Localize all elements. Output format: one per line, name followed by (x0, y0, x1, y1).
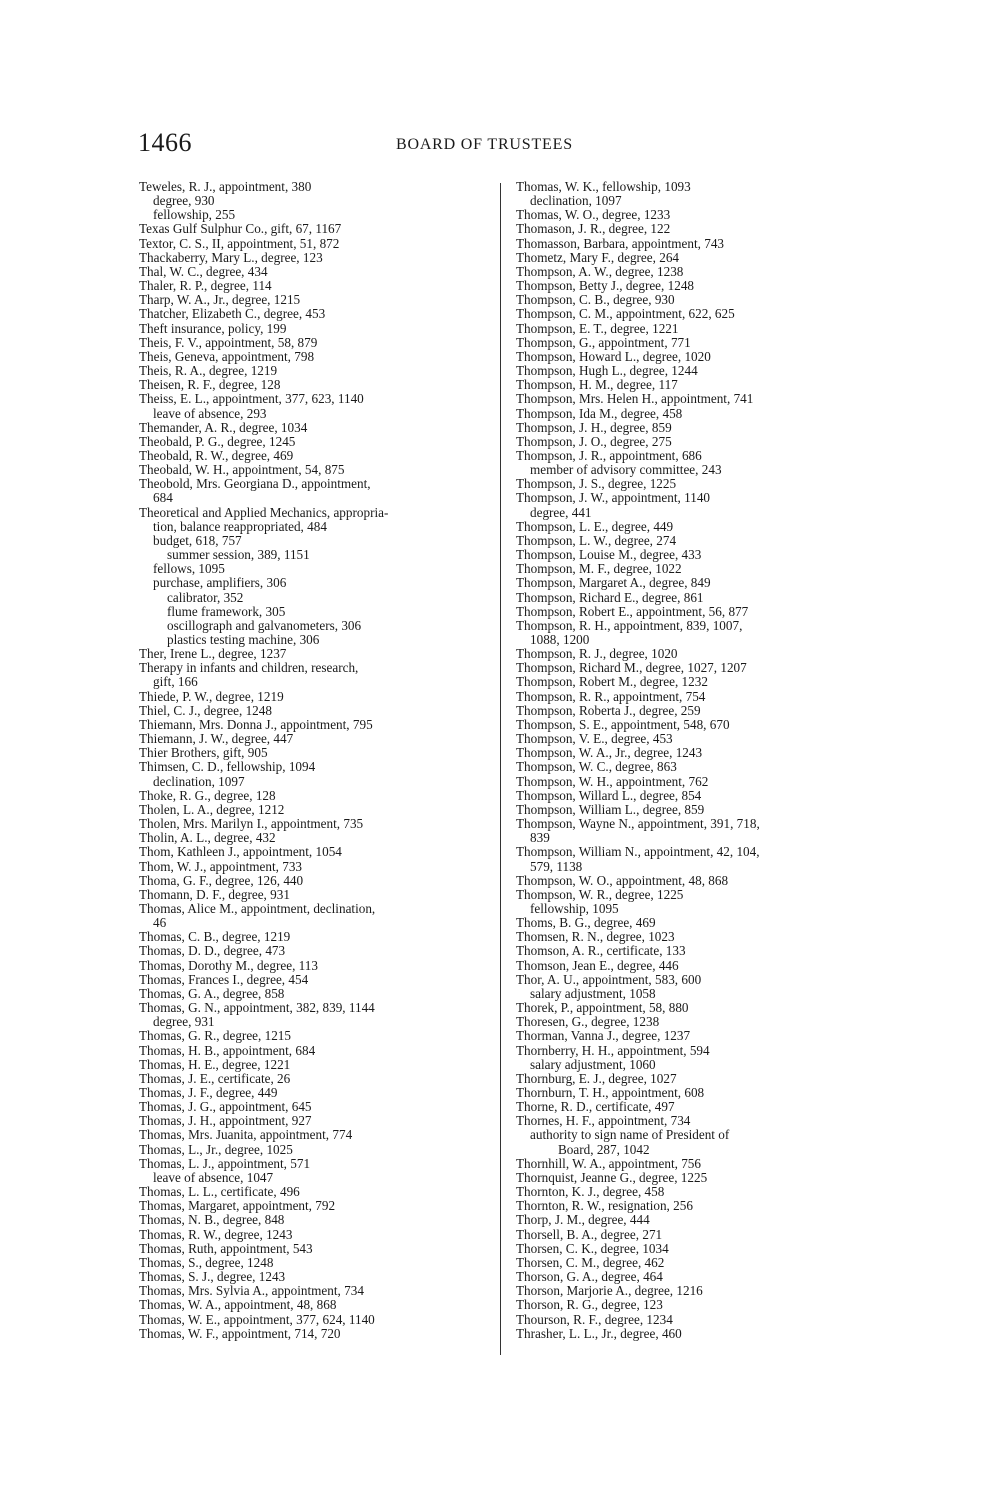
index-entry: Thomas, W. A., appointment, 48, 868 (139, 1297, 337, 1313)
index-entry: Board, 287, 1042 (558, 1141, 650, 1157)
index-entry: Thompson, Richard E., degree, 861 (516, 589, 704, 605)
index-entry: Thomas, Margaret, appointment, 792 (139, 1198, 336, 1214)
index-entry: Thomason, J. R., degree, 122 (516, 221, 671, 237)
index-entry: tion, balance reappropriated, 484 (153, 518, 327, 534)
index-entry: 684 (153, 490, 173, 506)
index-entry: Thom, Kathleen J., appointment, 1054 (139, 844, 342, 860)
index-entry: Thomas, J. H., appointment, 927 (139, 1113, 312, 1129)
index-entry: Thompson, H. M., degree, 117 (516, 377, 678, 393)
index-entry: Thomas, L. J., appointment, 571 (139, 1155, 311, 1171)
index-entry: Thompson, W. R., degree, 1225 (516, 886, 684, 902)
index-entry: Theis, F. V., appointment, 58, 879 (139, 334, 318, 350)
index-entry: fellows, 1095 (153, 561, 225, 577)
index-entry: Theobald, W. H., appointment, 54, 875 (139, 462, 345, 478)
index-entry: Thompson, J. H., degree, 859 (516, 419, 672, 435)
index-entry: Thomas, R. W., degree, 1243 (139, 1226, 293, 1242)
index-entry: Thomas, G. N., appointment, 382, 839, 1144 (139, 1000, 375, 1016)
index-entry: authority to sign name of President of (530, 1127, 730, 1143)
index-entry: Thomas, Dorothy M., degree, 113 (139, 957, 318, 973)
index-entry: Texas Gulf Sulphur Co., gift, 67, 1167 (139, 221, 342, 237)
index-entry: Thompson, V. E., degree, 453 (516, 731, 673, 747)
index-entry: plastics testing machine, 306 (167, 632, 320, 647)
index-entry: Theis, R. A., degree, 1219 (139, 363, 278, 379)
index-entry: Theobold, Mrs. Georgiana D., appointment, (139, 476, 371, 492)
index-entry: Thompson, Richard M., degree, 1027, 1207 (516, 660, 747, 676)
index-entry: Thompson, Robert M., degree, 1232 (516, 674, 708, 690)
index-entry: Therapy in infants and children, research, (139, 660, 359, 676)
index-entry: Thompson, Howard L., degree, 1020 (516, 348, 711, 364)
index-entry: oscillograph and galvanometers, 306 (167, 617, 362, 633)
index-entry: Theoretical and Applied Mechanics, appropria- (139, 504, 389, 520)
index-entry: declination, 1097 (530, 193, 622, 209)
index-entry: Thorsen, C. M., degree, 462 (516, 1254, 665, 1270)
index-entry: Thompson, J. R., appointment, 686 (516, 447, 702, 463)
index-entry: Thomas, W. F., appointment, 714, 720 (139, 1325, 341, 1341)
index-entry: Tholin, A. L., degree, 432 (139, 830, 276, 846)
index-entry: Thimsen, C. D., fellowship, 1094 (139, 759, 316, 775)
index-entry: Thompson, Margaret A., degree, 849 (516, 575, 711, 591)
index-entry: Thompson, J. S., degree, 1225 (516, 476, 677, 492)
index-entry: Themander, A. R., degree, 1034 (139, 419, 308, 435)
index-entry: Thompson, J. O., degree, 275 (516, 433, 672, 449)
index-entry: Tholen, Mrs. Marilyn I., appointment, 735 (139, 816, 364, 832)
index-entry: Thompson, R. R., appointment, 754 (516, 688, 706, 704)
index-entry: Thomasson, Barbara, appointment, 743 (516, 235, 725, 251)
index-entry: Thoresen, G., degree, 1238 (516, 1014, 660, 1030)
index-entry: Thier Brothers, gift, 905 (139, 745, 268, 761)
index-column-left (139, 180, 495, 1341)
index-entry: Thaler, R. P., degree, 114 (139, 278, 272, 294)
index-entry: Thompson, R. J., degree, 1020 (516, 646, 678, 662)
index-entry: Thorsell, B. A., degree, 271 (516, 1226, 663, 1242)
index-entry: Thoms, B. G., degree, 469 (516, 915, 656, 931)
index-entry: Thomas, L., Jr., degree, 1025 (139, 1141, 293, 1157)
index-entry: salary adjustment, 1058 (530, 985, 656, 1001)
index-entry: Thomas, J. E., certificate, 26 (139, 1070, 291, 1086)
index-entry: Thomas, C. B., degree, 1219 (139, 929, 291, 945)
index-entry: Thomas, H. B., appointment, 684 (139, 1042, 316, 1058)
index-entry: Theisen, R. F., degree, 128 (139, 377, 281, 393)
index-entry: Thorson, G. A., degree, 464 (516, 1269, 663, 1285)
index-entry: Thompson, S. E., appointment, 548, 670 (516, 716, 730, 732)
index-entry: Theobald, P. G., degree, 1245 (139, 433, 296, 449)
index-entry: Thomas, D. D., degree, 473 (139, 943, 286, 959)
index-entry: Thompson, Louise M., degree, 433 (516, 547, 702, 563)
index-entry: 579, 1138 (530, 858, 583, 874)
index-entry: Thal, W. C., degree, 434 (139, 263, 268, 279)
index-entry: Thompson, W. O., appointment, 48, 868 (516, 872, 729, 888)
index-entry: Thomas, G. A., degree, 858 (139, 985, 285, 1001)
index-entry: degree, 441 (530, 504, 592, 520)
index-entry: Thompson, G., appointment, 771 (516, 334, 691, 350)
index-entry: Thorson, R. G., degree, 123 (516, 1297, 663, 1313)
index-entry: Thomas, W. K., fellowship, 1093 (516, 179, 691, 194)
index-entry: Thomas, S., degree, 1248 (139, 1254, 274, 1270)
index-entry: Thiel, C. J., degree, 1248 (139, 702, 272, 718)
index-entry: leave of absence, 293 (153, 405, 267, 421)
index-entry: 1088, 1200 (530, 632, 590, 647)
index-entry: Thompson, C. M., appointment, 622, 625 (516, 306, 735, 322)
index-entry: Thatcher, Elizabeth C., degree, 453 (139, 306, 326, 322)
index-entry: Theiss, E. L., appointment, 377, 623, 1140 (139, 391, 364, 407)
page-number: 1466 (138, 128, 192, 157)
index-entry: Ther, Irene L., degree, 1237 (139, 646, 287, 662)
index-entry: Thompson, Willard L., degree, 854 (516, 787, 702, 803)
index-entry: Thompson, W. C., degree, 863 (516, 759, 677, 775)
index-entry: Thorsen, C. K., degree, 1034 (516, 1240, 669, 1256)
index-entry: Thomas, W. O., degree, 1233 (516, 207, 671, 223)
index-entry: Thompson, E. T., degree, 1221 (516, 320, 679, 336)
index-entry: Thomas, Ruth, appointment, 543 (139, 1240, 313, 1256)
index-entry: member of advisory committee, 243 (530, 462, 722, 478)
index-entry: Thometz, Mary F., degree, 264 (516, 249, 680, 265)
index-entry: Thorek, P., appointment, 58, 880 (516, 1000, 689, 1016)
index-entry: declination, 1097 (153, 773, 245, 789)
index-entry: Thornberry, H. H., appointment, 594 (516, 1042, 710, 1058)
index-entry: leave of absence, 1047 (153, 1169, 274, 1185)
index-entry: Thomson, A. R., certificate, 133 (516, 943, 686, 959)
index-entry: Thomas, Mrs. Sylvia A., appointment, 734 (139, 1283, 364, 1299)
index-entry: Thompson, J. W., appointment, 1140 (516, 490, 711, 506)
index-entry: Tholen, L. A., degree, 1212 (139, 801, 285, 817)
index-entry: Thomas, N. B., degree, 848 (139, 1212, 285, 1228)
index-entry: Thorne, R. D., certificate, 497 (516, 1099, 675, 1115)
index-entry: summer session, 389, 1151 (167, 547, 310, 563)
index-entry: budget, 618, 757 (153, 532, 242, 548)
index-entry: Thomsen, R. N., degree, 1023 (516, 929, 675, 945)
index-entry: Thomas, J. G., appointment, 645 (139, 1099, 312, 1115)
index-entry: Thompson, W. A., Jr., degree, 1243 (516, 745, 703, 761)
index-entry: salary adjustment, 1060 (530, 1056, 656, 1072)
index-entry: Thompson, L. E., degree, 449 (516, 518, 674, 534)
index-entry: Thornton, K. J., degree, 458 (516, 1184, 665, 1200)
index-entry: Thompson, William N., appointment, 42, 104, (516, 844, 760, 860)
column-divider (500, 183, 501, 1355)
index-entry: Thornton, R. W., resignation, 256 (516, 1198, 693, 1214)
index-column-right (516, 180, 872, 1341)
index-entry: degree, 930 (153, 193, 215, 209)
index-entry: Thompson, W. H., appointment, 762 (516, 773, 709, 789)
index-entry: Thompson, Wayne N., appointment, 391, 718, (516, 816, 760, 832)
page-header (138, 128, 862, 168)
index-entry: gift, 166 (153, 674, 198, 690)
index-entry: Thoma, G. F., degree, 126, 440 (139, 872, 304, 888)
index-entry: Teweles, R. J., appointment, 380 (139, 179, 312, 194)
index-entry: Thornes, H. F., appointment, 734 (516, 1113, 691, 1129)
index-entry: Thiede, P. W., degree, 1219 (139, 688, 284, 704)
index-entry: fellowship, 255 (153, 207, 236, 223)
index-entry: Thornhill, W. A., appointment, 756 (516, 1155, 701, 1171)
index-entry: Thourson, R. F., degree, 1234 (516, 1311, 673, 1327)
index-entry: fellowship, 1095 (530, 900, 619, 916)
index-entry: Thomas, Frances I., degree, 454 (139, 971, 309, 987)
index-entry: Thomas, W. E., appointment, 377, 624, 1140 (139, 1311, 375, 1327)
index-entry: Thompson, Hugh L., degree, 1244 (516, 363, 698, 379)
index-entry: Thiemann, Mrs. Donna J., appointment, 795 (139, 716, 373, 732)
index-entry: Thor, A. U., appointment, 583, 600 (516, 971, 702, 987)
index-entry: Thompson, A. W., degree, 1238 (516, 263, 684, 279)
index-entry: Thomas, H. E., degree, 1221 (139, 1056, 291, 1072)
index-entry: Thrasher, L. L., Jr., degree, 460 (516, 1325, 682, 1341)
index-entry: degree, 931 (153, 1014, 215, 1030)
index-entry: Theft insurance, policy, 199 (139, 320, 287, 336)
index-entry: Thompson, Mrs. Helen H., appointment, 741 (516, 391, 754, 407)
index-entry: Theis, Geneva, appointment, 798 (139, 348, 315, 364)
index-entry: Textor, C. S., II, appointment, 51, 872 (139, 235, 340, 251)
index-entry: Thompson, Betty J., degree, 1248 (516, 278, 695, 294)
index-entry: Thorson, Marjorie A., degree, 1216 (516, 1283, 703, 1299)
index-entry: Thackaberry, Mary L., degree, 123 (139, 249, 323, 265)
index-entry: Thiemann, J. W., degree, 447 (139, 731, 294, 747)
index-entry: Thomas, Alice M., appointment, declination, (139, 900, 376, 916)
running-title: BOARD OF TRUSTEES (396, 136, 573, 153)
index-entry: Thomas, L. L., certificate, 496 (139, 1184, 300, 1200)
index-entry: Thomson, Jean E., degree, 446 (516, 957, 679, 973)
index-entry: Thompson, M. F., degree, 1022 (516, 561, 682, 577)
index-entry: Thompson, L. W., degree, 274 (516, 532, 677, 548)
index-entry: Thompson, William L., degree, 859 (516, 801, 705, 817)
index-entry: Thompson, Roberta J., degree, 259 (516, 702, 701, 718)
index-entry: Thompson, Ida M., degree, 458 (516, 405, 683, 421)
index-entry: Thomann, D. F., degree, 931 (139, 886, 290, 902)
index-entry: flume framework, 305 (167, 603, 286, 619)
index-entry: 839 (530, 830, 550, 846)
index-entry: Thom, W. J., appointment, 733 (139, 858, 303, 874)
index-entry: Tharp, W. A., Jr., degree, 1215 (139, 292, 301, 308)
index-entry: Thompson, C. B., degree, 930 (516, 292, 675, 308)
index-entry: Thornburg, E. J., degree, 1027 (516, 1070, 677, 1086)
index-entry: Thomas, G. R., degree, 1215 (139, 1028, 291, 1044)
index-entry: Thorp, J. M., degree, 444 (516, 1212, 650, 1228)
index-entry: Thomas, J. F., degree, 449 (139, 1085, 278, 1100)
index-entry: Thomas, Mrs. Juanita, appointment, 774 (139, 1127, 353, 1143)
index-entry: Theobald, R. W., degree, 469 (139, 447, 294, 463)
index-entry: Thomas, S. J., degree, 1243 (139, 1269, 286, 1285)
index-entry: Thompson, Robert E., appointment, 56, 877 (516, 603, 749, 619)
index-entry: Thompson, R. H., appointment, 839, 1007, (516, 617, 743, 633)
index-entry: Thornquist, Jeanne G., degree, 1225 (516, 1169, 708, 1185)
index-entry: purchase, amplifiers, 306 (153, 575, 287, 591)
index-entry: calibrator, 352 (167, 589, 244, 605)
index-entry: Thornburn, T. H., appointment, 608 (516, 1085, 705, 1100)
index-entry: Thorman, Vanna J., degree, 1237 (516, 1028, 691, 1044)
index-entry: Thoke, R. G., degree, 128 (139, 787, 276, 803)
index-entry: 46 (153, 915, 167, 931)
